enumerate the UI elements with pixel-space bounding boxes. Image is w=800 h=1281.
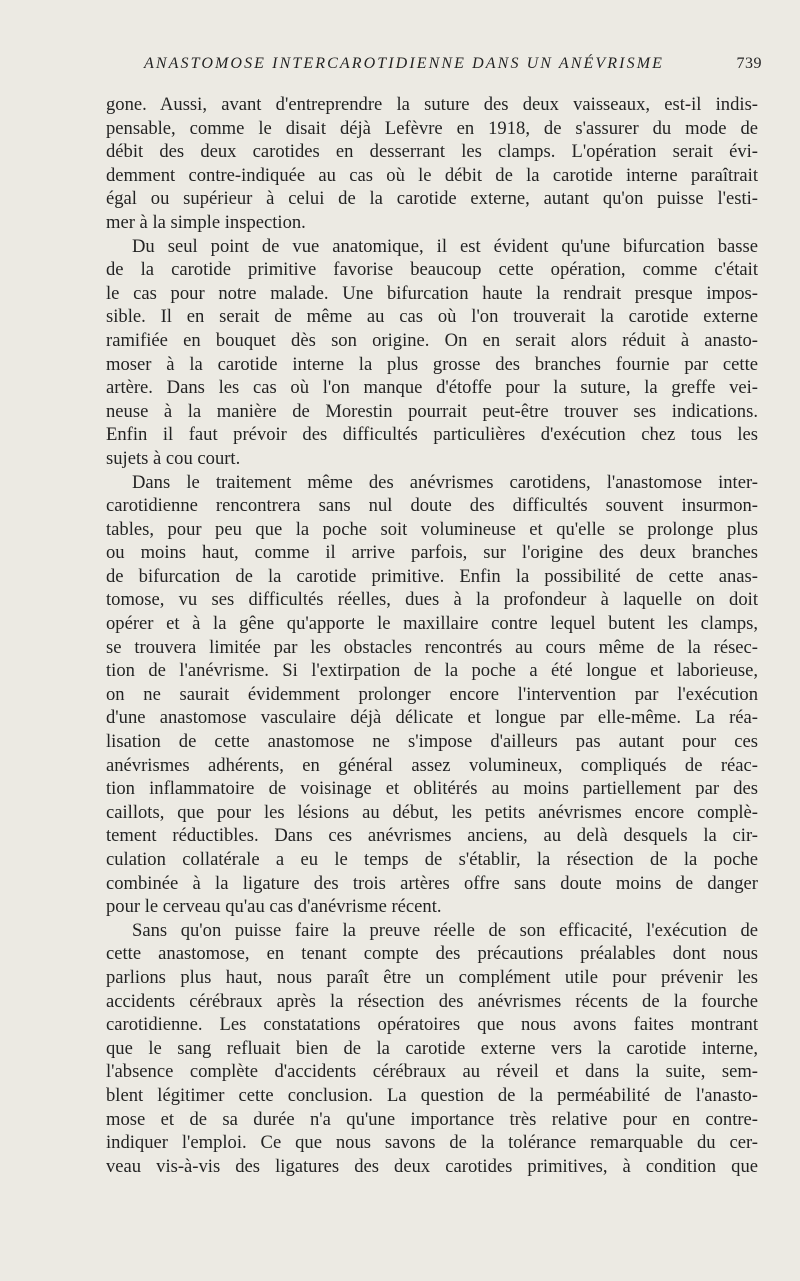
running-head (108, 55, 762, 81)
text-line: carotidienne. Les constatations opératoires que nous avons faites montrant (106, 1014, 758, 1036)
text-line: se trouvera limitée par les obstacles rencontrés au cours même de la résec- (106, 636, 758, 658)
text-line: accidents cérébraux après la résection des anévrismes récents de la fourche (106, 990, 758, 1012)
text-line: blent légitimer cette conclusion. La question de la perméabilité de l'anasto- (106, 1084, 758, 1106)
text-line: parlions plus haut, nous paraît être un complément utile pour prévenir les (106, 966, 758, 988)
text-line: ramifiée en bouquet dès son origine. On en serait alors réduit à anasto- (106, 329, 758, 351)
text-line: Sans qu'on puisse faire la preuve réelle de son efficacité, l'exécution de (132, 919, 758, 941)
text-line: de bifurcation de la carotide primitive. Enfin la possibilité de cette anas- (106, 565, 758, 587)
text-line: de la carotide primitive favorise beaucoup cette opération, comme c'était (106, 259, 758, 281)
text-line: tables, pour peu que la poche soit volumineuse et qu'elle se prolonge plus (106, 518, 758, 540)
text-line: que le sang refluait bien de la carotide externe vers la carotide interne, (106, 1037, 758, 1059)
text-line: artère. Dans les cas où l'on manque d'étoffe pour la suture, la greffe vei- (106, 377, 758, 399)
text-line: veau vis-à-vis des ligatures des deux carotides primitives, à condition que (106, 1155, 758, 1177)
running-title: ANASTOMOSE INTERCAROTIDIENNE DANS UN ANÉVRISME (144, 55, 664, 72)
text-line: tion inflammatoire de voisinage et oblitérés au moins partiellement par des (106, 778, 758, 800)
text-line: le cas pour notre malade. Une bifurcation haute la rendrait presque impos- (106, 282, 758, 304)
text-line: Dans le traitement même des anévrismes carotidens, l'anastomose inter- (132, 471, 758, 493)
text-line: tomose, vu ses difficultés réelles, dues à la profondeur à laquelle on doit (106, 589, 758, 611)
text-line: gone. Aussi, avant d'entreprendre la suture des deux vaisseaux, est-il indis- (106, 94, 758, 115)
text-line: mer à la simple inspection. (106, 211, 306, 233)
text-line: lisation de cette anastomose ne s'impose d'ailleurs pas autant pour ces (106, 731, 758, 753)
text-line: cette anastomose, en tenant compte des précautions préalables dont nous (106, 943, 758, 965)
text-line: anévrismes adhérents, en général assez volumineux, compliqués de réac- (106, 754, 758, 776)
text-line: caillots, que pour les lésions au début, les petits anévrismes encore complè- (106, 801, 758, 823)
text-line: sujets à cou court. (106, 447, 241, 469)
text-line: moser à la carotide interne la plus grosse des branches fournie par cette (106, 353, 758, 375)
text-line: l'absence complète d'accidents cérébraux au réveil et dans la suite, sem- (106, 1061, 758, 1083)
text-line: Du seul point de vue anatomique, il est évident qu'une bifurcation basse (132, 235, 758, 257)
body-text (106, 93, 758, 1178)
text-line: ou moins haut, comme il arrive parfois, sur l'origine des deux branches (106, 542, 758, 564)
page-number: 739 (736, 55, 762, 72)
text-line: d'une anastomose vasculaire déjà délicate et longue par elle-même. La réa- (106, 707, 758, 729)
text-line: tion de l'anévrisme. Si l'extirpation de la poche a été longue et laborieuse, (106, 660, 758, 682)
text-line: égal ou supérieur à celui de la carotide externe, autant qu'on puisse l'esti- (106, 188, 758, 210)
text-line: débit des deux carotides en desserrant les clamps. L'opération serait évi- (106, 141, 758, 163)
text-line: indiquer l'emploi. Ce que nous savons de la tolérance remarquable du cer- (106, 1132, 758, 1154)
text-line: culation collatérale a eu le temps de s'établir, la résection de la poche (106, 849, 758, 870)
text-line: tement réductibles. Dans ces anévrismes anciens, au delà desquels la cir- (106, 825, 758, 847)
text-line: sible. Il en serait de même au cas où l'on trouverait la carotide externe (106, 306, 758, 328)
text-line: mose et de sa durée n'a qu'une importance très relative pour en contre- (106, 1108, 758, 1130)
text-line: opérer et à la gêne qu'apporte le maxillaire contre lequel butent les clamps, (106, 613, 758, 635)
text-line: pensable, comme le disait déjà Lefèvre en 1918, de s'assurer du mode de (106, 117, 758, 139)
text-line: pour le cerveau qu'au cas d'anévrisme récent. (106, 896, 442, 918)
text-line: Enfin il faut prévoir des difficultés particulières d'exécution chez tous les (106, 424, 758, 446)
text-line: on ne saurait évidemment prolonger encore l'intervention par l'exécution (106, 683, 758, 705)
text-line: neuse à la manière de Morestin pourrait peut-être trouver ses indications. (106, 400, 758, 422)
text-line: demment contre-indiquée au cas où le débit de la carotide interne paraîtrait (106, 164, 758, 186)
text-line: combinée à la ligature des trois artères offre sans doute moins de danger (106, 872, 758, 894)
text-line: carotidienne rencontrera sans nul doute des difficultés souvent insurmon- (106, 495, 758, 517)
